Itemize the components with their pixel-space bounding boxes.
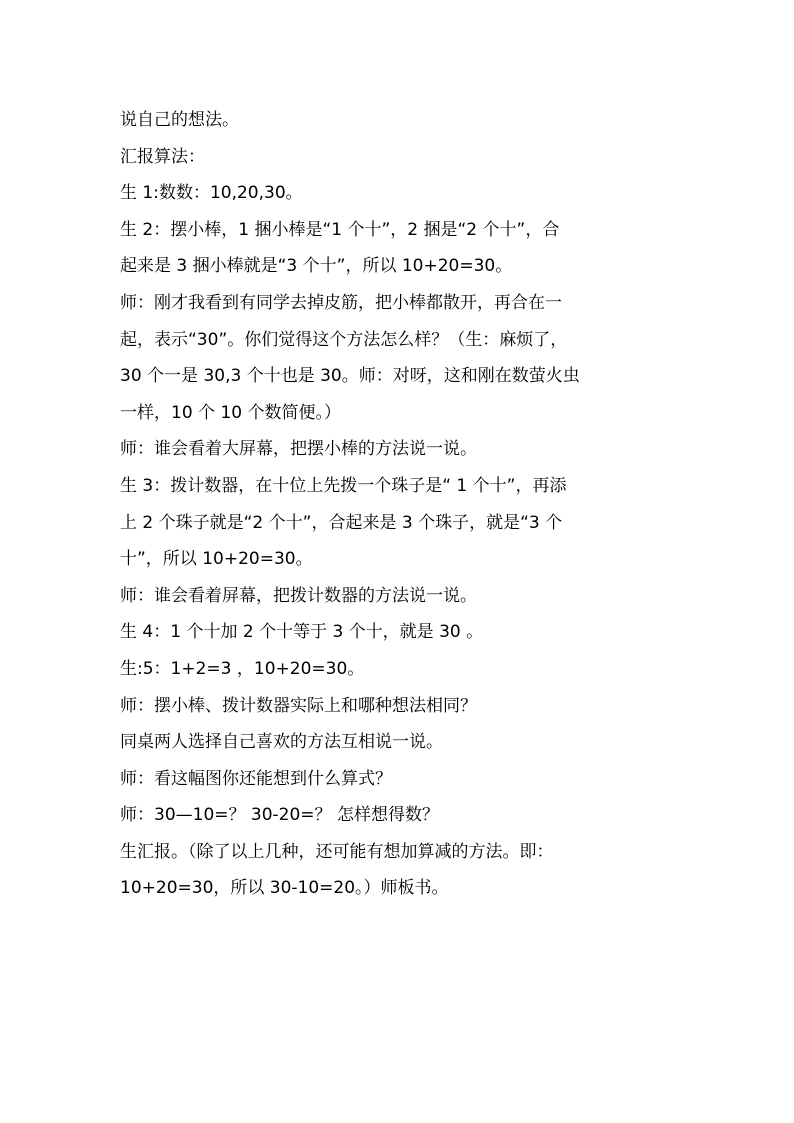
text-line: 生:5：1+2=3 ，10+20=30。 [120, 658, 365, 679]
text-line: 生汇报。（除了以上几种，还可能有想加算减的方法。即： [120, 841, 554, 862]
text-line: 生 2：摆小棒，1 捆小棒是“1 个十”，2 捆是“2 个十”，合 [120, 219, 560, 240]
document-body [120, 102, 680, 907]
text-line: 生 4：1 个十加 2 个十等于 3 个十，就是 30 。 [120, 622, 484, 643]
text-line: 一样，10 个 10 个数简便。） [120, 402, 341, 423]
paragraph-7 [120, 468, 680, 578]
text-line: 师：摆小棒、拨计数器实际上和哪种想法相同？ [120, 695, 477, 716]
paragraph-1 [120, 102, 680, 139]
paragraph-12 [120, 724, 680, 761]
paragraph-4 [120, 212, 680, 285]
paragraph-3 [120, 175, 680, 212]
text-line: 说自己的想法。 [120, 110, 239, 130]
paragraph-13 [120, 761, 680, 798]
text-line: 汇报算法： [120, 146, 205, 167]
text-line: 生 1:数数：10,20,30。 [120, 183, 303, 204]
text-line: 师：看这幅图你还能想到什么算式？ [120, 768, 392, 789]
paragraph-10 [120, 651, 680, 688]
paragraph-15 [120, 834, 680, 907]
text-line: 起，表示“30”。你们觉得这个方法怎么样？（生：麻烦了， [120, 329, 568, 350]
text-line: 师：谁会看着大屏幕，把摆小棒的方法说一说。 [120, 439, 477, 460]
text-line: 30 个一是 30,3 个十也是 30。师：对呀，这和刚在数萤火虫 [120, 366, 580, 387]
text-line: 同桌两人选择自己喜欢的方法互相说一说。 [120, 732, 443, 753]
text-line: 十”，所以 10+20=30。 [120, 549, 313, 570]
paragraph-2 [120, 139, 680, 176]
text-line: 生 3：拨计数器，在十位上先拨一个珠子是“ 1 个十”，再添 [120, 475, 567, 496]
text-line: 师：谁会看着屏幕，把拨计数器的方法说一说。 [120, 585, 477, 606]
paragraph-9 [120, 614, 680, 651]
paragraph-14 [120, 797, 680, 834]
text-line: 师：刚才我看到有同学去掉皮筋，把小棒都散开，再合在一 [120, 292, 562, 313]
text-line: 10+20=30，所以 30-10=20。）师板书。 [120, 878, 449, 899]
paragraph-8 [120, 578, 680, 615]
text-line: 上 2 个珠子就是“2 个十”，合起来是 3 个珠子，就是“3 个 [120, 512, 563, 533]
paragraph-5 [120, 285, 680, 431]
paragraph-6 [120, 431, 680, 468]
paragraph-11 [120, 688, 680, 725]
text-line: 起来是 3 捆小棒就是“3 个十”，所以 10+20=30。 [120, 256, 513, 277]
text-line: 师：30—10=？ 30-20=？ 怎样想得数？ [120, 805, 439, 826]
